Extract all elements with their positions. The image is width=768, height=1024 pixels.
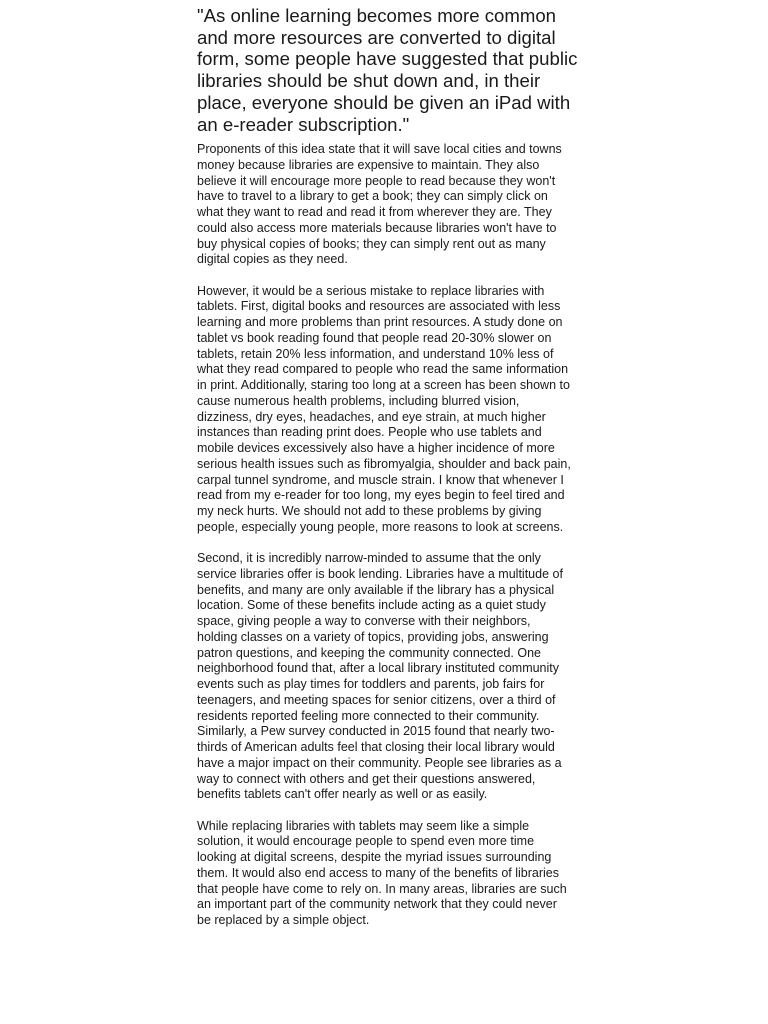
paragraph-first-argument: However, it would be a serious mistake to replace libraries with tablets. First, digital books and resources are associated with less learning and more problems than print resources. A study done on tablet vs book reading found that people read 20-30% slower on tablets, retain 20% less information, and understand 10% less of what they read compared to people who read the same information in print. Additionally, staring too long at a screen has been shown to cause numerous health problems, including blurred vision, dizziness, dry eyes, headaches, and eye strain, at much higher instances than reading print does. People who use tablets and mobile devices excessively also have a higher incidence of more serious health issues such as fibromyalgia, shoulder and back pain, carpal tunnel syndrome, and muscle strain. I know that whenever I read from my e-reader for too long, my eyes begin to feel tired and my neck hurts. We should not add to these problems by giving people, especially young people, more reasons to look at screens.: [197, 283, 571, 534]
paragraph-second-argument: Second, it is incredibly narrow-minded to assume that the only service libraries offer is book lending. Libraries have a multitude of benefits, and many are only available if the library has a physical location. Some of these benefits include acting as a quiet study space, giving people a way to converse with their neighbors, holding classes on a variety of topics, providing jobs, answering patron questions, and keeping the community connected. One neighborhood found that, after a local library instituted community events such as play times for toddlers and parents, job fairs for teenagers, and meeting spaces for senior citizens, over a third of residents reported feeling more connected to their community. Similarly, a Pew survey conducted in 2015 found that nearly two-thirds of American adults feel that closing their local library would have a major impact on their community. People see libraries as a way to connect with others and get their questions answered, benefits tablets can't offer nearly as well or as easily.: [197, 551, 563, 802]
essay-prompt-quote: "As online learning becomes more common and more resources are converted to digital form, some people have suggested that public libraries should be shut down and, in their place, everyone should be given an iPad with an e-reader subscription.": [197, 5, 578, 135]
paragraph-intro: Proponents of this idea state that it will save local cities and towns money because libraries are expensive to maintain. They also believe it will encourage more people to read because they won't have to travel to a library to get a book; they can simply click on what they want to read and read it from wherever they are. They could also access more materials because libraries won't have to buy physical copies of books; they can simply rent out as many digital copies as they need.: [197, 142, 562, 267]
paragraph-conclusion: While replacing libraries with tablets may seem like a simple solution, it would encourage people to spend even more time looking at digital screens, despite the myriad issues surrounding them. It would also end access to many of the benefits of libraries that people have come to rely on. In many areas, libraries are such an important part of the community network that they could never be replaced by a simple object.: [197, 818, 567, 928]
essay-document: [197, 0, 583, 944]
